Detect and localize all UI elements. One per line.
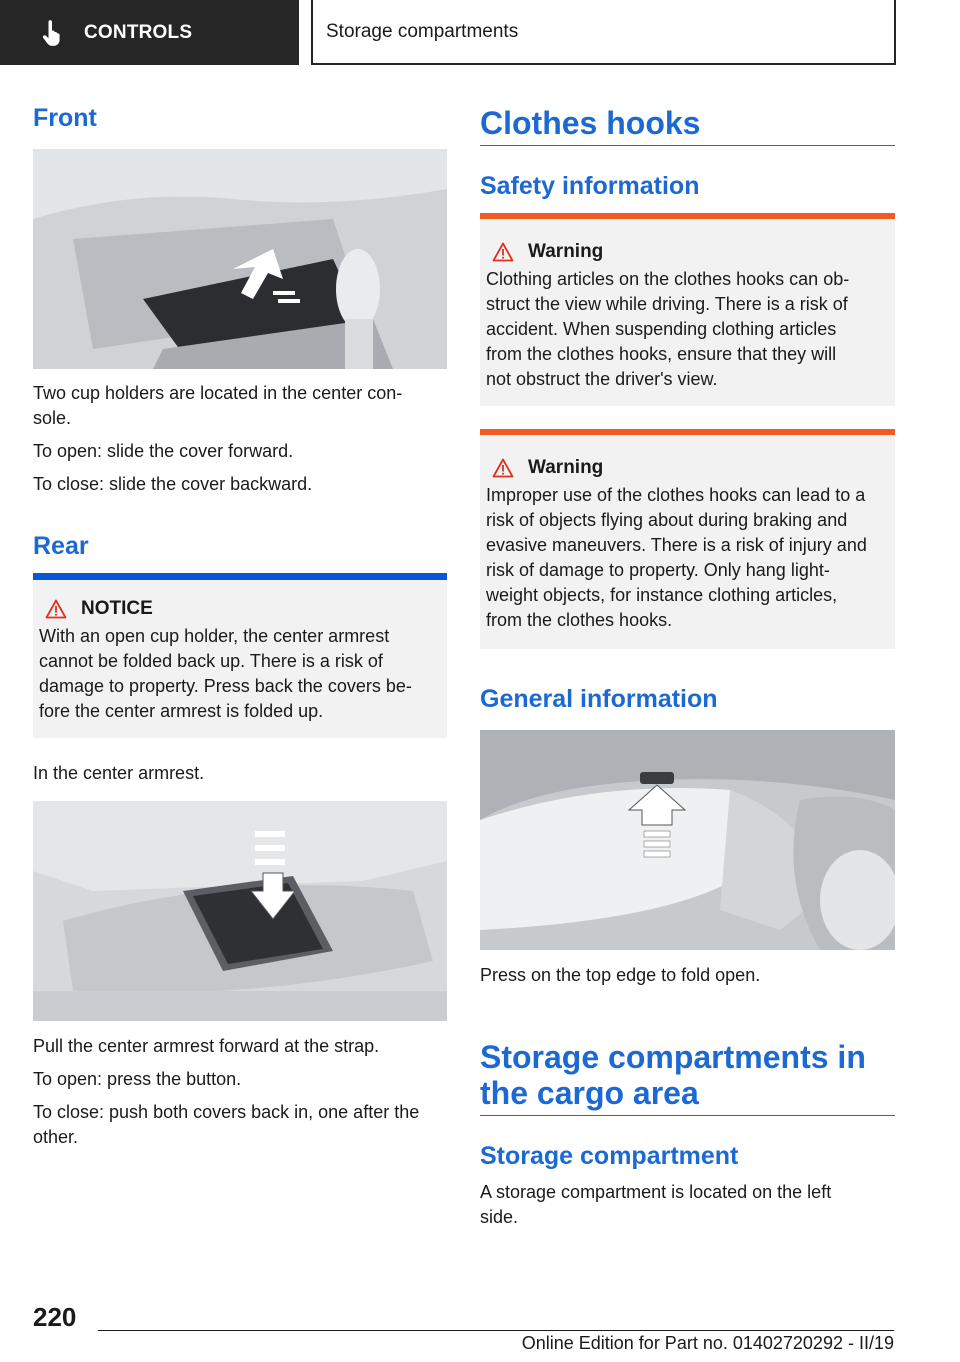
warning-line: not obstruct the driver's view.	[486, 369, 718, 389]
rear-text	[33, 1034, 447, 1150]
notice-line: damage to property. Press back the covers be-	[39, 676, 412, 696]
footer-rule	[98, 1330, 894, 1331]
front-line: To open: slide the cover forward.	[33, 441, 294, 461]
notice-title: NOTICE	[81, 598, 153, 619]
front-text	[33, 381, 447, 497]
notice-line: cannot be folded back up. There is a risk of	[39, 651, 383, 671]
cargo-heading-line: Storage compartments in	[480, 1039, 866, 1075]
general-heading: General information	[480, 685, 718, 713]
safety-heading: Safety information	[480, 172, 700, 200]
armrest-text: In the center armrest.	[33, 763, 205, 783]
page-title: Storage compartments	[326, 20, 519, 42]
warning-triangle-icon	[45, 599, 67, 619]
clothes-hooks-heading: Clothes hooks	[480, 105, 701, 141]
warning-line: Clothing articles on the clothes hooks can ob-	[486, 269, 850, 289]
warning-box	[480, 429, 895, 649]
cup-holder-front-image	[33, 149, 447, 369]
page-header	[311, 0, 896, 65]
notice-line: With an open cup holder, the center armrest	[39, 626, 390, 646]
rear-heading: Rear	[33, 532, 89, 560]
section-title: CONTROLS	[84, 21, 193, 43]
warning-triangle-icon	[492, 458, 514, 478]
warning-box	[480, 213, 895, 406]
heading-rule	[480, 1115, 895, 1116]
cargo-heading-line: the cargo area	[480, 1075, 699, 1111]
warning-line: accident. When suspending clothing articles	[486, 319, 837, 339]
warning-line: from the clothes hooks.	[486, 610, 673, 630]
front-line: sole.	[33, 408, 72, 428]
warning-title: Warning	[528, 457, 604, 478]
warning-triangle-icon	[492, 242, 514, 262]
storage-text	[480, 1180, 895, 1230]
hand-pointer-icon	[38, 19, 66, 47]
storage-heading: Storage compartment	[480, 1142, 739, 1170]
front-heading: Front	[33, 104, 97, 132]
warning-line: from the clothes hooks, ensure that they will	[486, 344, 837, 364]
armrest-rear-image	[33, 801, 447, 1021]
notice-line: fore the center armrest is folded up.	[39, 701, 324, 721]
notice-box	[33, 573, 447, 738]
warning-line: struct the view while driving. There is a risk of	[486, 294, 848, 314]
page-number: 220	[33, 1302, 77, 1332]
footer-edition: Online Edition for Part no. 01402720292 - II/19	[521, 1333, 894, 1353]
rear-line: Pull the center armrest forward at the strap.	[33, 1036, 380, 1056]
rear-line: To close: push both covers back in, one after the	[33, 1102, 420, 1122]
warning-line: evasive maneuvers. There is a risk of injury and	[486, 535, 867, 555]
rear-line: other.	[33, 1127, 79, 1147]
storage-line: side.	[480, 1207, 519, 1227]
front-line: To close: slide the cover backward.	[33, 474, 313, 494]
cargo-heading	[480, 1039, 895, 1111]
warning-line: risk of objects flying about during braking and	[486, 510, 848, 530]
rear-line: To open: press the button.	[33, 1069, 242, 1089]
notice-bar	[33, 573, 447, 580]
heading-rule	[480, 145, 895, 146]
general-text: Press on the top edge to fold open.	[480, 965, 761, 985]
section-tab	[0, 0, 299, 65]
warning-line: Improper use of the clothes hooks can lead to a	[486, 485, 866, 505]
clothes-hook-image	[480, 730, 895, 950]
warning-line: risk of damage to property. Only hang light-	[486, 560, 830, 580]
front-line: Two cup holders are located in the center con-	[33, 383, 403, 403]
warning-title: Warning	[528, 241, 604, 262]
storage-line: A storage compartment is located on the left	[480, 1182, 832, 1202]
warning-line: weight objects, for instance clothing articles,	[486, 585, 838, 605]
